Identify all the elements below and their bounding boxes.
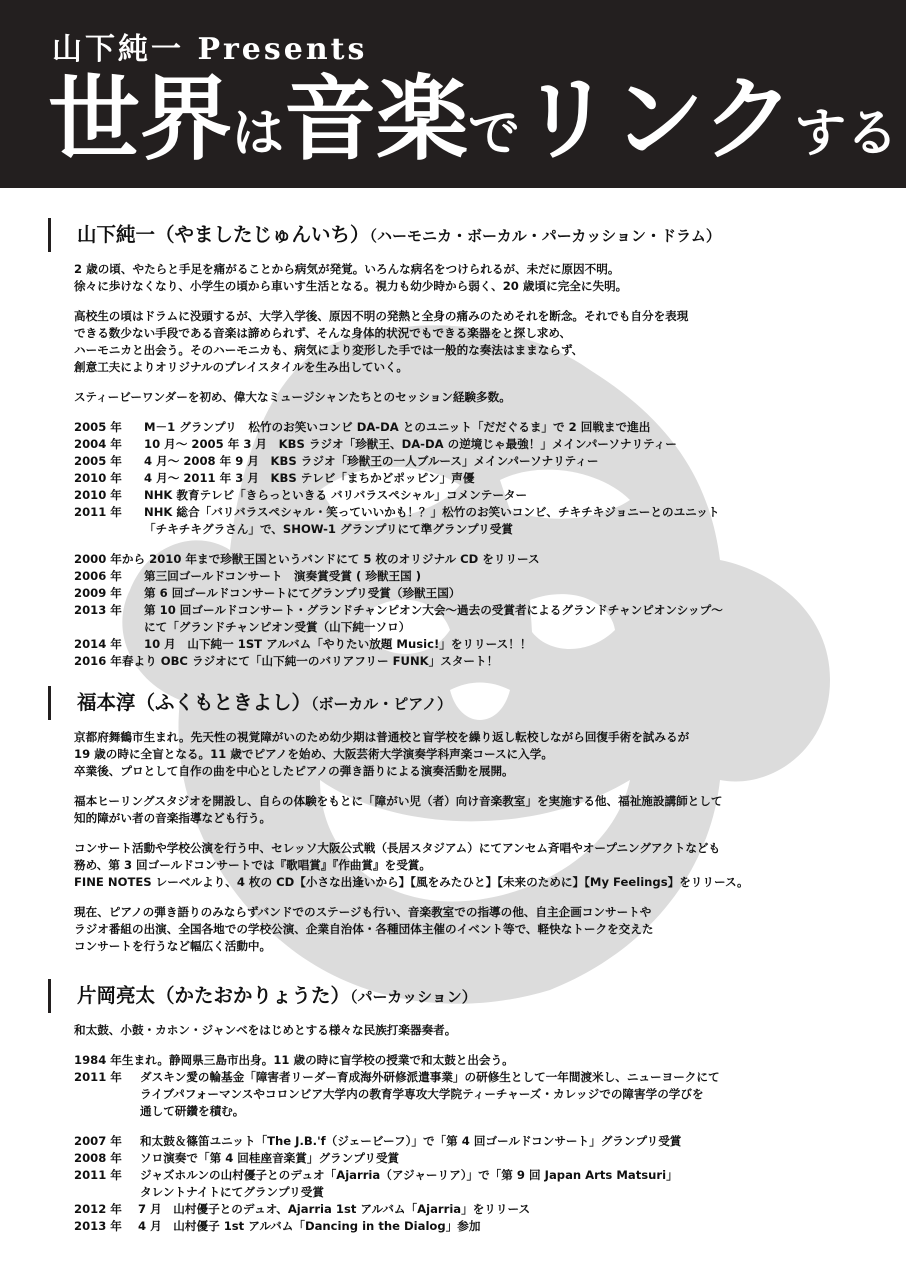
bio-paragraph bbox=[74, 904, 874, 955]
bio-paragraph bbox=[74, 308, 874, 376]
timeline-text: ソロ演奏で「第 4 回桂座音楽賞」グランプリ受賞 bbox=[140, 1151, 400, 1165]
timeline-row bbox=[74, 636, 874, 653]
timeline-row bbox=[74, 504, 874, 521]
timeline-text: 第三回ゴールドコンサート 演奏賞受賞 ( 珍獣王国 ) bbox=[144, 569, 422, 583]
timeline-year: 2013 年 bbox=[74, 1219, 122, 1233]
artist-role: （パーカッション） bbox=[350, 988, 477, 1006]
bio-paragraph bbox=[74, 261, 874, 295]
artist-name: 山下純一（やましたじゅんいち） bbox=[77, 223, 370, 246]
bio-line: 知的障がい者の音楽指導なども行う。 bbox=[74, 811, 272, 825]
award-timeline bbox=[74, 1133, 874, 1235]
timeline-row bbox=[74, 521, 874, 538]
timeline-text: 「チキチキグラさん」で、SHOW-1 グランプリにて準グランプリ受賞 bbox=[144, 522, 513, 536]
bio-line: コンサート活動や学校公演を行う中、セレッソ大阪公式戦（長居スタジアム）にてアンセム斉唱やオープニングアクトなども bbox=[74, 841, 721, 855]
bio-paragraph bbox=[74, 389, 874, 406]
timeline-year: 2011 年 bbox=[74, 505, 122, 519]
presents-heading: 山下純一 Presents bbox=[52, 32, 368, 67]
timeline-text: ライブパフォーマンスやコロンビア大学内の教育学専攻大学院ティーチャーズ・カレッジでの障害学の学びを bbox=[140, 1087, 704, 1101]
timeline-row bbox=[74, 1218, 874, 1235]
timeline-year: 2004 年 bbox=[74, 437, 122, 451]
timeline-row bbox=[74, 1167, 874, 1184]
title-part-4: で bbox=[468, 104, 521, 164]
bio-line: 現在、ピアノの弾き語りのみならずバンドでのステージも行い、音楽教室での指導の他、自主企画コンサートや bbox=[74, 905, 652, 919]
timeline-row bbox=[74, 1103, 874, 1120]
artist-role: （ハーモニカ・ボーカル・パーカッション・ドラム） bbox=[369, 227, 721, 245]
artist-bio bbox=[74, 729, 874, 955]
timeline-row bbox=[74, 470, 874, 487]
bio-line: ラジオ番組の出演、全国各地での学校公演、企業自治体・各種団体主催のイベント等で、軽快なトークを交えた bbox=[74, 922, 654, 936]
timeline-year-blank bbox=[74, 1103, 140, 1120]
timeline-outro: 2016 年春より OBC ラジオにて「山下純一のバリアフリー FUNK」スタート！ bbox=[74, 654, 499, 668]
bio-line: 2 歳の頃、やたらと手足を痛がることから病気が発覚。いろんな病名をつけられるが、未だに原因不明。 bbox=[74, 262, 620, 276]
timeline-row bbox=[74, 619, 874, 636]
timeline-row bbox=[74, 1184, 874, 1201]
section-header bbox=[48, 979, 906, 1013]
bio-line: 卒業後、プロとして自作の曲を中心としたピアノの弾き語りによる演奏活動を展開。 bbox=[74, 764, 514, 778]
timeline-row bbox=[74, 1201, 874, 1218]
profile-fukumoto bbox=[0, 686, 906, 968]
bio-line: 福本ヒーリングスタジオを開設し、自らの体験をもとに「障がい児（者）向け音楽教室」を実施する他、福祉施設講師として bbox=[74, 794, 723, 808]
bio-line: 務め、第 3 回ゴールドコンサートでは『歌唱賞』『作曲賞』を受賞。 bbox=[74, 858, 431, 872]
timeline-text: にて「グランドチャンピオン受賞（山下純一ソロ） bbox=[144, 620, 411, 634]
timeline-text: 7 月 山村優子とのデュオ、Ajarria 1st アルバム「Ajarria」をリリース bbox=[138, 1202, 531, 1216]
timeline-year-blank bbox=[74, 1086, 140, 1103]
timeline-year: 2011 年 bbox=[74, 1168, 122, 1182]
bio-timeline bbox=[74, 1052, 874, 1120]
timeline-text: NHK 総合「バリバラスペシャル・笑っていいかも！？」松竹のお笑いコンビ、チキチキジョニーとのユニット bbox=[144, 505, 720, 519]
timeline-year: 2012 年 bbox=[74, 1202, 122, 1216]
timeline-row bbox=[74, 585, 874, 602]
timeline-text: NHK 教育テレビ「きらっといきる バリバラスペシャル」コメンテーター bbox=[144, 488, 528, 502]
header-banner bbox=[0, 0, 906, 188]
bio-paragraph bbox=[74, 729, 874, 780]
timeline-text: 通して研鑽を積む。 bbox=[140, 1104, 245, 1118]
bio-paragraph bbox=[74, 840, 874, 891]
timeline-row bbox=[74, 436, 874, 453]
timeline-text: ダスキン愛の輪基金「障害者リーダー育成海外研修派遣事業」の研修生として一年間渡米し、ニューヨークにて bbox=[140, 1070, 720, 1084]
timeline-row bbox=[74, 419, 874, 436]
timeline-year: 2010 年 bbox=[74, 471, 122, 485]
timeline-year: 2008 年 bbox=[74, 1151, 122, 1165]
timeline-year: 2014 年 bbox=[74, 637, 122, 651]
timeline-text: 4 月～ 2011 年 3 月 KBS テレビ「まちかどポッピン」声優 bbox=[144, 471, 475, 485]
timeline-row bbox=[74, 568, 874, 585]
timeline-text: 4 月～ 2008 年 9 月 KBS ラジオ「珍獣王の一人ブルース」メインパーソナリティー bbox=[144, 454, 599, 468]
title-part-1: 世界 bbox=[48, 66, 233, 173]
timeline-year: 2010 年 bbox=[74, 488, 122, 502]
timeline-row bbox=[74, 1086, 874, 1103]
artist-name: 福本淳（ふくもときよし） bbox=[77, 691, 312, 714]
career-timeline bbox=[74, 419, 874, 538]
timeline-year-blank bbox=[74, 1184, 140, 1201]
timeline-text: 和太鼓＆篠笛ユニット「The J.B.'f（ジェービーフ）」で「第 4 回ゴールドコンサート」グランプリ受賞 bbox=[140, 1134, 682, 1148]
timeline-row bbox=[74, 1150, 874, 1167]
timeline-year: 2013 年 bbox=[74, 603, 122, 617]
timeline-year: 2005 年 bbox=[74, 420, 122, 434]
timeline-text: 第 6 回ゴールドコンサートにてグランプリ受賞（珍獣王国） bbox=[144, 586, 461, 600]
timeline-text: タレントナイトにてグランプリ受賞 bbox=[140, 1185, 324, 1199]
bio-paragraph bbox=[74, 1022, 874, 1039]
bio-line: 19 歳の時に全盲となる。11 歳でピアノを始め、大阪芸術大学演奏学科声楽コースに入学。 bbox=[74, 747, 553, 761]
timeline-row bbox=[74, 1069, 874, 1086]
bio-line: 高校生の頃はドラムに没頭するが、大学入学後、原因不明の発熱と全身の痛みのためそれを断念。それでも自分を表現 bbox=[74, 309, 689, 323]
title-part-6: する bbox=[794, 104, 899, 164]
bio-paragraph bbox=[74, 793, 874, 827]
section-header bbox=[48, 686, 906, 720]
bio-line: スティービーワンダーを初め、偉大なミュージシャンたちとのセッション経験多数。 bbox=[74, 390, 511, 404]
timeline-intro: 2000 年から 2010 年まで珍獣王国というバンドにて 5 枚のオリジナル CD をリリース bbox=[74, 552, 540, 566]
bio-line: 1984 年生まれ。静岡県三島市出身。11 歳の時に盲学校の授業で和太鼓と出会う。 bbox=[74, 1053, 514, 1067]
timeline-row bbox=[74, 1133, 874, 1150]
timeline-year: 2007 年 bbox=[74, 1134, 122, 1148]
artist-bio bbox=[74, 261, 874, 670]
timeline-year: 2006 年 bbox=[74, 569, 122, 583]
timeline-row bbox=[74, 487, 874, 504]
timeline-text: M－1 グランプリ 松竹のお笑いコンビ DA-DA とのユニット「だだぐるま」で 2 回戦まで進出 bbox=[144, 420, 651, 434]
artist-bio bbox=[74, 1022, 874, 1235]
bio-line: 和太鼓、小鼓・カホン・ジャンベをはじめとする様々な民族打楽器奏者。 bbox=[74, 1023, 457, 1037]
timeline-row bbox=[74, 602, 874, 619]
title-part-2: は bbox=[232, 104, 285, 164]
timeline-year-blank bbox=[74, 619, 144, 636]
main-title bbox=[48, 66, 899, 173]
title-part-5: リンク bbox=[520, 66, 795, 173]
section-header bbox=[48, 218, 906, 252]
artist-role: （ボーカル・ピアノ） bbox=[311, 695, 453, 713]
timeline-text: 10 月～ 2005 年 3 月 KBS ラジオ「珍獣王、DA-DA の逆境じゃ最強！」メインパーソナリティー bbox=[144, 437, 677, 451]
timeline-text: 4 月 山村優子 1st アルバム「Dancing in the Dialog」参加 bbox=[138, 1219, 481, 1233]
timeline-year: 2011 年 bbox=[74, 1070, 122, 1084]
profile-kataoka bbox=[0, 979, 906, 1248]
bio-line: ハーモニカと出会う。そのハーモニカも、病気により変形した手では一般的な奏法はままならず、 bbox=[74, 343, 584, 357]
timeline-row bbox=[74, 453, 874, 470]
bio-line: FINE NOTES レーベルより、4 枚の CD【小さな出逢いから】【風をみたひと】【未来のために】【My Feelings】をリリース。 bbox=[74, 875, 749, 889]
artist-name: 片岡亮太（かたおかりょうた） bbox=[77, 984, 351, 1007]
bio-line: 創意工夫によりオリジナルのプレイスタイルを生み出していく。 bbox=[74, 360, 409, 374]
profile-yamashita bbox=[0, 218, 906, 683]
timeline-year: 2009 年 bbox=[74, 586, 122, 600]
bio-line: 徐々に歩けなくなり、小学生の頃から車いす生活となる。視力も幼少時から弱く、20 歳頃に完全に失明。 bbox=[74, 279, 628, 293]
bio-line: できる数少ない手段である音楽は諦められず、そんな身体的状況でもできる楽器をと探し求め、 bbox=[74, 326, 572, 340]
bio-line: 京都府舞鶴市生まれ。先天性の視覚障がいのため幼少期は普通校と盲学校を繰り返し転校しながら回復手術を試みるが bbox=[74, 730, 690, 744]
band-timeline bbox=[74, 551, 874, 670]
timeline-text: ジャズホルンの山村優子とのデュオ「Ajarria（アジャーリア）」で「第 9 回 Japan Arts Matsuri」 bbox=[140, 1168, 678, 1182]
timeline-year-blank bbox=[74, 521, 144, 538]
timeline-text: 第 10 回ゴールドコンサート・グランドチャンピオン大会～過去の受賞者によるグランドチャンピオンシップ～ bbox=[144, 603, 723, 617]
timeline-year: 2005 年 bbox=[74, 454, 122, 468]
timeline-text: 10 月 山下純一 1ST アルバム「やりたい放題 Music!」をリリース！！ bbox=[144, 637, 532, 651]
title-part-3: 音楽 bbox=[284, 66, 469, 173]
bio-line: コンサートを行うなど幅広く活動中。 bbox=[74, 939, 272, 953]
